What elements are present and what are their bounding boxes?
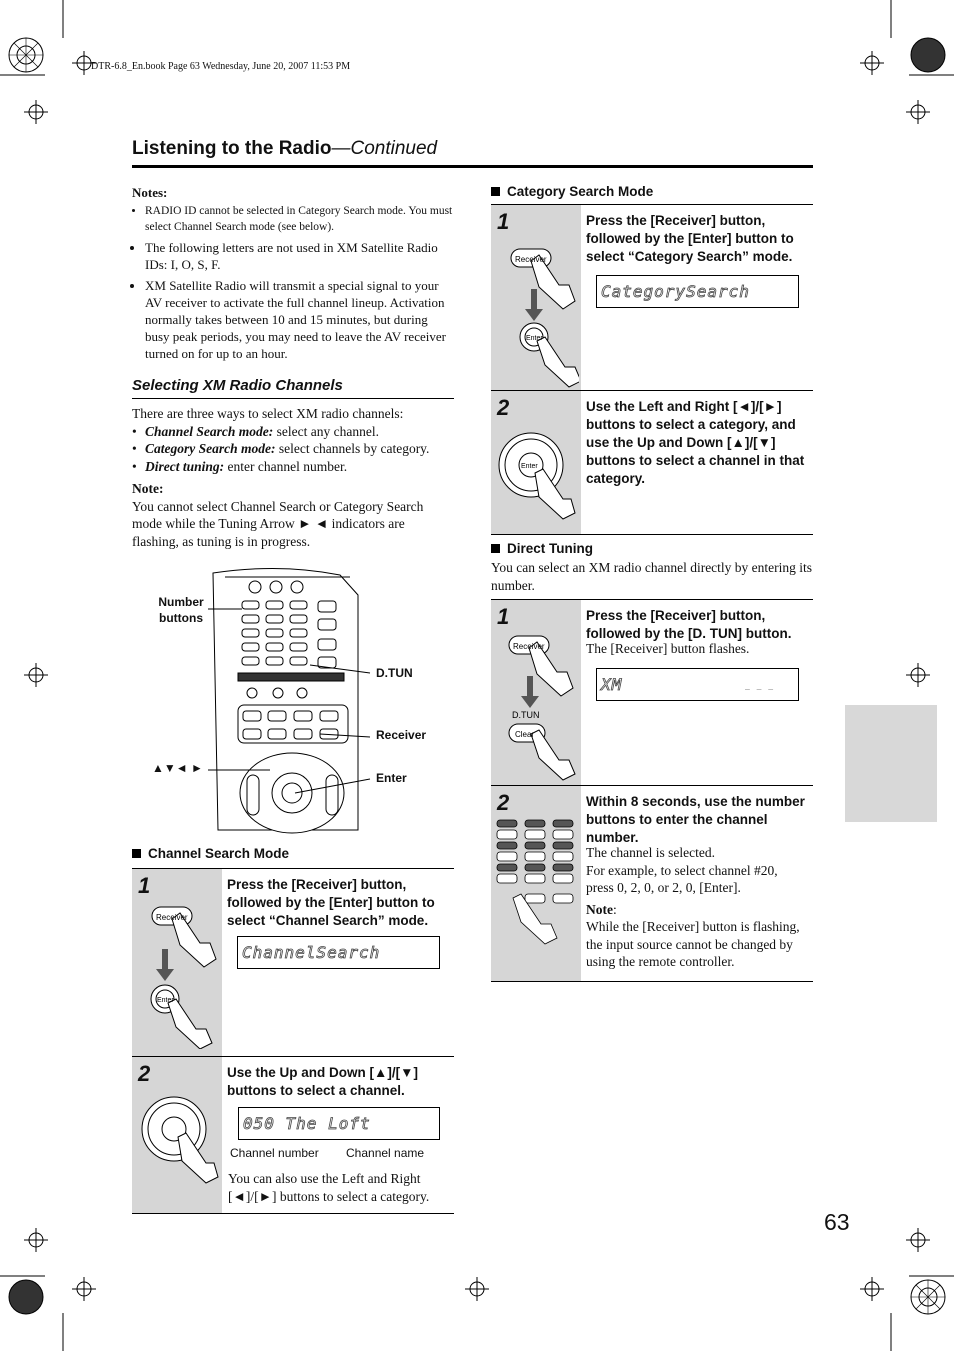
side-tab [845,705,937,822]
label-receiver: Receiver [376,728,427,742]
lcd-display: ChannelSearch [237,936,440,969]
svg-text:Receiver: Receiver [515,255,547,264]
lcd-display: 050 The Loft [238,1107,440,1140]
note-item: • RADIO ID cannot be selected in Category Search mode. You must select Channel Search mode (see below). [145,203,454,235]
channel-search-step-1: 1 Receiver Enter Press the [Receiver] button, followed by the [Enter] button to select “Channel Search” mode. ChannelSearch [132,868,454,1057]
svg-text:Receiver: Receiver [513,642,545,651]
channel-search-step-2: 2 Use the Up and Down [▲]/[▼] buttons to select a channel. 050 The Loft Channel number Channel name You can also use the Left and Right [◄]/[►] buttons to select a category. [132,1056,454,1214]
remote-illustration [130,565,454,835]
note-item: • The following letters are not used in XM Satellite Radio IDs: I, O, S, F. [145,239,454,273]
channel-search-heading: Channel Search Mode [132,846,289,861]
svg-text:Clear: Clear [515,730,535,739]
receiver-enter-press-icon [150,899,220,1049]
receiver-dtun-press-icon [507,634,579,784]
direct-tuning-step-2: 2 Within 8 seconds, use the number buttons to enter the channel number. The channel is selected. For example, to select channel #20, press 0, 2, 0, or 2, 0, [Enter]. Note: While the [Receiver] button is flashing, the input source cannot be changed by using the remote controller. [491,785,813,982]
svg-text:Enter: Enter [526,335,543,342]
page-number: 63 [824,1209,850,1235]
step-instruction: Press the [Receiver] button, followed by the [D. TUN] button. [586,608,792,641]
label-arrows: ▲▼◄ ► [152,761,203,775]
step-instruction: Use the Up and Down [▲]/[▼] buttons to select a channel. [227,1065,418,1098]
label-dtun: D.TUN [376,666,413,680]
up-down-press-icon [140,1087,220,1207]
category-search-heading: Category Search Mode [491,184,653,199]
direct-tuning-step-1: 1 Receiver D.TUN Clear Press the [Receiver] button, followed by the [D. TUN] button. The [Receiver] button flashes. XM _ _ _ [491,599,813,786]
step-instruction: Use the Left and Right [◄]/[►] buttons to select a category, and use the Up and Down [▲]/[▼] buttons to select a channel in that category. [586,399,805,486]
label-enter: Enter [376,771,407,785]
step-note: You can also use the Left and Right [◄]/[►] buttons to select a category. [228,1171,430,1204]
step-instruction: Press the [Receiver] button, followed by the [Enter] button to select “Category Search” mode. [586,213,794,264]
direct-tuning-heading: Direct Tuning [491,541,593,556]
header-rule [132,165,813,168]
note-item: • XM Satellite Radio will transmit a special signal to your AV receiver to activate the full channel lineup. Activation normally takes between 10 and 15 minutes, but during busy peak periods, you may need to leave the AV receiver turned on for up to an hour. [145,277,454,362]
category-search-step-1: 1 Receiver Enter Press the [Receiver] button, followed by the [Enter] button to select “Category Search” mode. CategorySearch [491,204,813,391]
step-instruction: Within 8 seconds, use the number buttons to enter the channel number. [586,794,805,845]
lcd-display: XM _ _ _ [596,668,799,701]
label-channel-number: Channel number [230,1146,319,1160]
svg-text:Enter: Enter [157,997,174,1004]
svg-text:D.TUN: D.TUN [512,710,540,720]
section-title-selecting: Selecting XM Radio Channels [132,377,454,399]
label-number-buttons: Number buttons [158,595,204,625]
label-channel-name: Channel name [346,1146,425,1160]
number-keypad-icon [495,818,581,948]
category-search-step-2: 2 Enter Use the Left and Right [◄]/[►] buttons to select a category, and use the Up and Down [▲]/[▼] buttons to select a channel in that category. [491,390,813,535]
step-sub: The channel is selected. For example, to select channel #20, press 0, 2, 0, or 2, 0, [Enter]. Note: While the [Receiver] button is flashing, the input source cannot be changed by using the remote controller. [586,845,800,969]
receiver-enter-press-icon [509,241,579,391]
notes-block: Notes: • RADIO ID cannot be selected in Category Search mode. You must select Channel Search mode (see below). • The following letters are not used in XM Satellite Radio IDs: I, O, S, F. • XM Satellite Radio will transmit a special signal to your AV receiver to activate the full channel lineup. Activation normally takes between 10 and 15 minutes, but during busy peak periods, you may need to leave the AV receiver turned on for up to an hour. [132,184,454,366]
arrow-pad-press-icon [497,429,581,529]
page-title: Listening to the Radio—Continued [132,138,438,159]
direct-tuning-intro: You can select an XM radio channel directly by entering its number. [491,560,813,593]
svg-text:Enter: Enter [521,463,538,470]
lcd-display: CategorySearch [596,275,799,308]
svg-text:Receiver: Receiver [156,913,188,922]
selecting-intro: There are three ways to select XM radio channels: • Channel Search mode: select any channel. • Category Search mode: select channels by category. • Direct tuning: enter channel number. Note: You cannot select Channel Search or Category Search mode while the Tuning Arrow ► ◄ indicators are flashing, as tuning is in progress. [132,405,454,550]
file-meta-line: DTR-6.8_En.book Page 63 Wednesday, June 20, 2007 11:53 PM [91,61,351,72]
step-sub: The [Receiver] button flashes. [586,641,750,656]
step-instruction: Press the [Receiver] button, followed by the [Enter] button to select “Channel Search” mode. [227,877,435,928]
